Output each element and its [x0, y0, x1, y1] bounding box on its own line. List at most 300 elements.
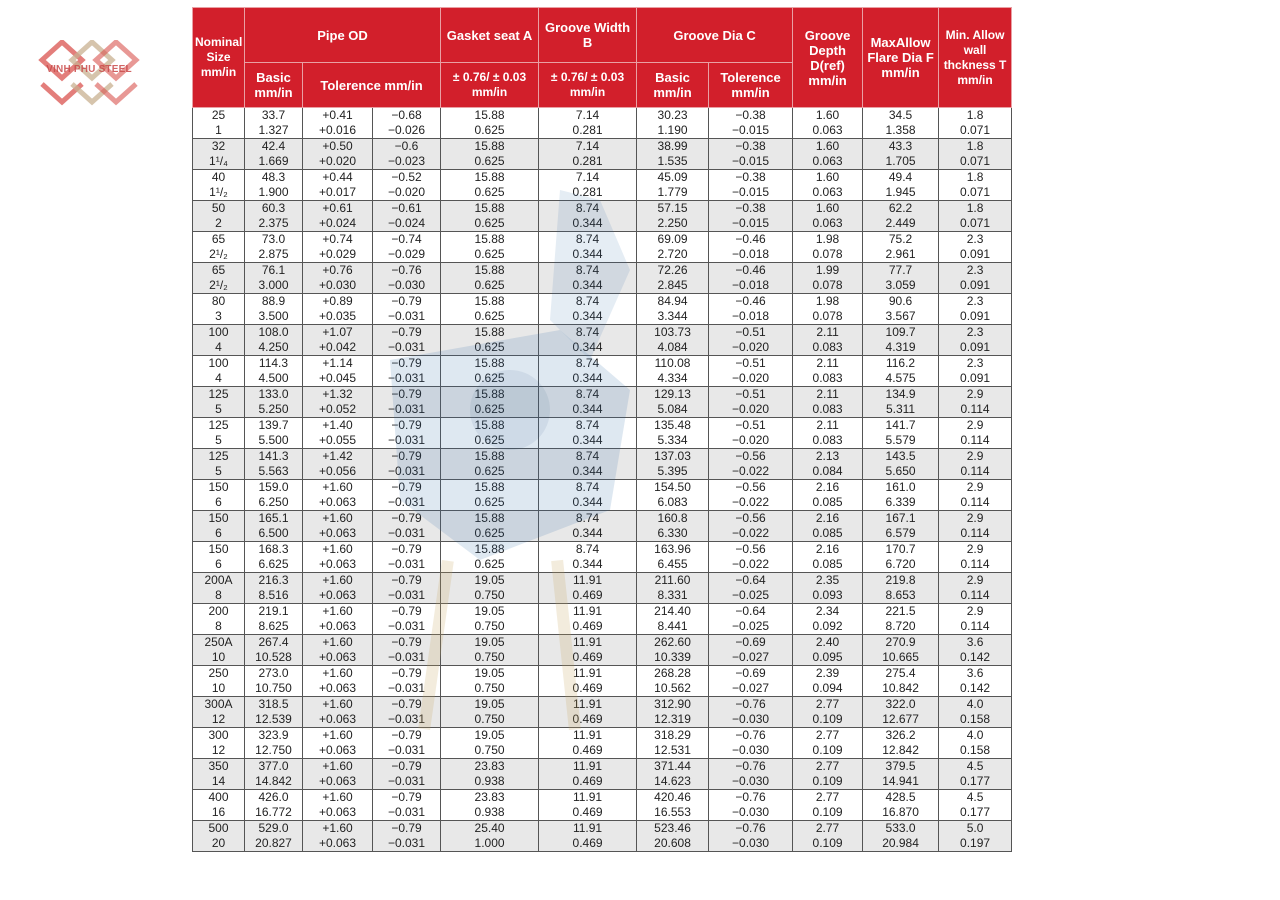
pipe-od-tol-plus-in: +0.017 [318, 185, 357, 199]
groove-depth-mm: 2.77 [815, 790, 840, 804]
groove-dia-tol-mm: −0.46 [735, 232, 766, 246]
max-flare-dia-in: 5.579 [885, 433, 916, 447]
pipe-od-tol-plus-mm: +1.60 [322, 728, 353, 742]
table-row [193, 449, 1012, 480]
pipe-od-basic-cell [245, 728, 303, 759]
groove-depth-mm: 2.34 [815, 604, 840, 618]
pipe-od-tol-plus-mm: +1.60 [322, 480, 353, 494]
groove-depth-mm: 1.60 [815, 201, 840, 215]
groove-dia-basic-mm: 214.40 [654, 604, 691, 618]
pipe-od-basic-cell [245, 697, 303, 728]
groove-width-in: 0.344 [572, 557, 603, 571]
groove-dia-basic-mm: 268.28 [654, 666, 691, 680]
groove-dia-basic-cell [637, 759, 709, 790]
groove-width-mm: 8.74 [575, 511, 600, 525]
groove-dia-basic-mm: 110.08 [654, 356, 691, 370]
nominal-size-cell [193, 108, 245, 139]
groove-depth-in: 0.078 [812, 309, 843, 323]
pipe-od-basic-in: 2.375 [258, 216, 289, 230]
nominal-size-cell [193, 449, 245, 480]
pipe-od-tol-minus-cell [373, 511, 441, 542]
nominal-size-mm: 65 [211, 263, 226, 277]
groove-width-mm: 8.74 [575, 325, 600, 339]
gasket-seat-in: 0.625 [474, 278, 505, 292]
groove-dia-basic-mm: 211.60 [654, 573, 691, 587]
pipe-od-tol-plus-in: +0.063 [318, 619, 357, 633]
gasket-seat-in: 1.000 [474, 836, 505, 850]
groove-depth-mm: 1.98 [815, 232, 840, 246]
groove-dia-tol-mm: −0.64 [735, 604, 766, 618]
max-flare-dia-in: 14.941 [882, 774, 919, 788]
pipe-od-tol-plus-in: +0.063 [318, 526, 357, 540]
groove-dia-tol-cell [709, 294, 793, 325]
pipe-od-tol-plus-mm: +1.60 [322, 666, 353, 680]
groove-depth-cell [793, 139, 863, 170]
groove-depth-mm: 2.13 [815, 449, 840, 463]
groove-depth-mm: 2.77 [815, 697, 840, 711]
min-wall-in: 0.114 [960, 433, 990, 447]
pipe-od-tol-plus-mm: +1.14 [322, 356, 353, 370]
nominal-size-cell [193, 790, 245, 821]
pipe-od-tol-plus-mm: +1.32 [322, 387, 353, 401]
pipe-od-basic-cell [245, 418, 303, 449]
pipe-od-basic-mm: 139.7 [258, 418, 289, 432]
gasket-seat-cell [441, 542, 539, 573]
groove-depth-in: 0.078 [812, 278, 843, 292]
groove-dia-tol-mm: −0.46 [735, 263, 766, 277]
pipe-od-basic-cell [245, 449, 303, 480]
groove-depth-in: 0.093 [812, 588, 843, 602]
max-flare-dia-mm: 275.4 [885, 666, 916, 680]
pipe-od-tol-plus-in: +0.063 [318, 557, 357, 571]
gasket-seat-in: 0.625 [474, 557, 505, 571]
pipe-od-tol-minus-mm: −0.6 [394, 139, 419, 153]
max-flare-dia-mm: 170.7 [885, 542, 916, 556]
groove-dia-basic-in: 5.334 [657, 433, 688, 447]
pipe-od-tol-plus-cell [303, 480, 373, 511]
groove-dia-basic-mm: 154.50 [654, 480, 691, 494]
pipe-od-tol-plus-mm: +0.44 [322, 170, 353, 184]
header-min-wall: Min. Allow wall thckness T mm/in [939, 8, 1012, 108]
groove-width-in: 0.344 [572, 526, 603, 540]
groove-dia-basic-in: 12.531 [654, 743, 691, 757]
groove-dia-basic-mm: 84.94 [657, 294, 688, 308]
groove-depth-mm: 2.77 [815, 821, 840, 835]
groove-dia-basic-in: 2.720 [657, 247, 688, 261]
pipe-od-basic-cell [245, 356, 303, 387]
min-wall-in: 0.091 [960, 278, 991, 292]
max-flare-dia-mm: 219.8 [885, 573, 916, 587]
pipe-od-tol-plus-cell [303, 449, 373, 480]
pipe-od-tol-plus-in: +0.063 [318, 712, 357, 726]
pipe-od-tol-plus-in: +0.042 [318, 340, 357, 354]
max-flare-dia-mm: 49.4 [888, 170, 913, 184]
max-flare-dia-in: 6.339 [885, 495, 916, 509]
gasket-seat-cell [441, 201, 539, 232]
pipe-od-tol-minus-mm: −0.79 [391, 728, 422, 742]
nominal-size-cell [193, 604, 245, 635]
nominal-size-in: 16 [211, 805, 226, 819]
pipe-od-tol-plus-cell [303, 232, 373, 263]
pipe-od-basic-mm: 165.1 [258, 511, 289, 525]
nominal-size-mm: 150 [208, 542, 229, 556]
min-wall-cell [939, 790, 1012, 821]
pipe-od-tol-minus-in: −0.031 [387, 774, 426, 788]
groove-depth-mm: 2.77 [815, 759, 840, 773]
pipe-od-basic-cell [245, 790, 303, 821]
nominal-size-mm: 150 [208, 511, 229, 525]
pipe-od-tol-minus-cell [373, 201, 441, 232]
nominal-size-mm: 200 [208, 604, 229, 618]
groove-depth-mm: 2.16 [815, 542, 840, 556]
groove-dia-basic-mm: 45.09 [657, 170, 688, 184]
groove-dia-tol-in: −0.030 [732, 836, 770, 850]
groove-dia-tol-in: −0.018 [732, 247, 770, 261]
pipe-od-tol-minus-mm: −0.76 [391, 263, 422, 277]
pipe-od-tol-minus-mm: −0.79 [391, 635, 422, 649]
max-flare-dia-in: 2.449 [885, 216, 916, 230]
header-row-1 [193, 8, 1012, 63]
groove-dia-tol-mm: −0.76 [735, 759, 766, 773]
header-pipe-basic: Basic mm/in [245, 63, 303, 108]
groove-dia-tol-in: −0.022 [732, 464, 770, 478]
nominal-size-in: 12 [211, 743, 226, 757]
max-flare-dia-mm: 379.5 [885, 759, 916, 773]
groove-width-cell [539, 325, 637, 356]
table-row [193, 232, 1012, 263]
groove-dia-tol-mm: −0.76 [735, 697, 766, 711]
gasket-seat-in: 0.625 [474, 185, 505, 199]
pipe-od-tol-minus-cell [373, 356, 441, 387]
min-wall-mm: 1.8 [966, 139, 984, 153]
groove-dia-tol-mm: −0.56 [735, 480, 766, 494]
min-wall-mm: 2.3 [966, 232, 984, 246]
min-wall-in: 0.114 [960, 402, 990, 416]
pipe-od-tol-plus-cell [303, 666, 373, 697]
max-flare-dia-in: 12.842 [882, 743, 919, 757]
pipe-od-tol-plus-mm: +0.41 [322, 108, 353, 122]
groove-width-cell [539, 263, 637, 294]
max-flare-dia-cell [863, 170, 939, 201]
nominal-size-cell [193, 201, 245, 232]
pipe-od-tol-minus-in: −0.031 [387, 712, 426, 726]
pipe-od-tol-minus-cell [373, 418, 441, 449]
pipe-od-tol-minus-mm: −0.74 [391, 232, 422, 246]
pipe-od-tol-plus-in: +0.063 [318, 805, 357, 819]
pipe-od-tol-plus-mm: +1.60 [322, 511, 353, 525]
pipe-od-tol-plus-mm: +1.42 [322, 449, 353, 463]
min-wall-cell [939, 759, 1012, 790]
pipe-od-tol-plus-in: +0.063 [318, 650, 357, 664]
pipe-od-basic-mm: 114.3 [258, 356, 289, 370]
groove-dia-tol-mm: −0.38 [735, 201, 766, 215]
groove-depth-mm: 2.11 [816, 356, 839, 370]
pipe-od-tol-minus-in: −0.026 [387, 123, 426, 137]
nominal-size-cell [193, 263, 245, 294]
pipe-od-basic-mm: 216.3 [258, 573, 289, 587]
pipe-od-basic-in: 3.000 [258, 278, 289, 292]
groove-width-mm: 8.74 [575, 201, 600, 215]
groove-dia-tol-in: −0.018 [732, 278, 770, 292]
groove-depth-in: 0.094 [812, 681, 843, 695]
min-wall-mm: 2.9 [966, 418, 984, 432]
pipe-od-tol-plus-in: +0.063 [318, 681, 357, 695]
pipe-od-basic-in: 3.500 [258, 309, 289, 323]
nominal-size-in: 5 [215, 464, 222, 478]
pipe-od-tol-plus-in: +0.063 [318, 836, 357, 850]
pipe-od-tol-plus-cell [303, 356, 373, 387]
groove-depth-cell [793, 821, 863, 852]
table-row [193, 480, 1012, 511]
groove-dia-tol-in: −0.015 [732, 216, 770, 230]
groove-depth-cell [793, 108, 863, 139]
pipe-od-basic-cell [245, 201, 303, 232]
pipe-od-tol-minus-cell [373, 635, 441, 666]
groove-dia-tol-in: −0.030 [732, 805, 770, 819]
pipe-od-tol-minus-in: −0.029 [387, 247, 426, 261]
gasket-seat-in: 0.750 [474, 712, 505, 726]
min-wall-cell [939, 542, 1012, 573]
groove-dia-tol-in: −0.020 [732, 371, 770, 385]
groove-depth-mm: 1.99 [815, 263, 840, 277]
max-flare-dia-mm: 270.9 [885, 635, 916, 649]
groove-depth-cell [793, 201, 863, 232]
table-row [193, 604, 1012, 635]
max-flare-dia-cell [863, 542, 939, 573]
pipe-od-tol-plus-cell [303, 387, 373, 418]
groove-depth-in: 0.085 [812, 495, 843, 509]
pipe-od-basic-in: 1.900 [258, 185, 289, 199]
gasket-seat-mm: 15.88 [474, 542, 505, 556]
nominal-size-mm: 100 [208, 356, 229, 370]
table-body [193, 108, 1012, 852]
gasket-seat-cell [441, 356, 539, 387]
gasket-seat-mm: 19.05 [474, 573, 505, 587]
header-groove-dia-basic: Basic mm/in [637, 63, 709, 108]
pipe-od-tol-minus-mm: −0.79 [391, 294, 422, 308]
max-flare-dia-in: 10.665 [882, 650, 919, 664]
groove-depth-in: 0.109 [812, 836, 843, 850]
nominal-size-in: 14 [211, 774, 226, 788]
groove-width-cell [539, 418, 637, 449]
groove-dia-basic-cell [637, 728, 709, 759]
groove-depth-cell [793, 666, 863, 697]
min-wall-mm: 2.9 [966, 604, 984, 618]
pipe-od-basic-mm: 426.0 [258, 790, 289, 804]
gasket-seat-in: 0.625 [474, 216, 505, 230]
groove-width-mm: 7.14 [575, 139, 600, 153]
min-wall-in: 0.142 [960, 650, 991, 664]
company-logo [34, 40, 144, 106]
groove-dia-basic-in: 4.334 [657, 371, 688, 385]
groove-dia-basic-mm: 318.29 [654, 728, 691, 742]
groove-dia-tol-cell [709, 232, 793, 263]
pipe-od-basic-mm: 273.0 [258, 666, 289, 680]
nominal-size-cell [193, 728, 245, 759]
groove-dia-basic-in: 5.084 [657, 402, 688, 416]
min-wall-mm: 1.8 [966, 108, 984, 122]
groove-depth-cell [793, 697, 863, 728]
groove-dia-tol-in: −0.030 [732, 743, 770, 757]
groove-dia-tol-in: −0.022 [732, 557, 770, 571]
max-flare-dia-mm: 43.3 [888, 139, 913, 153]
min-wall-cell [939, 263, 1012, 294]
groove-width-in: 0.344 [572, 247, 603, 261]
groove-dia-tol-mm: −0.56 [735, 511, 766, 525]
min-wall-in: 0.071 [960, 154, 991, 168]
groove-dia-basic-cell [637, 294, 709, 325]
gasket-seat-mm: 15.88 [474, 325, 505, 339]
groove-depth-mm: 1.98 [815, 294, 840, 308]
pipe-od-tol-minus-cell [373, 790, 441, 821]
gasket-seat-mm: 19.05 [474, 604, 505, 618]
groove-width-cell [539, 232, 637, 263]
pipe-od-tol-minus-in: −0.031 [387, 681, 426, 695]
groove-dia-tol-mm: −0.69 [735, 666, 766, 680]
pipe-od-basic-in: 6.500 [258, 526, 289, 540]
groove-width-in: 0.344 [572, 340, 603, 354]
groove-dia-tol-cell [709, 604, 793, 635]
gasket-seat-cell [441, 790, 539, 821]
max-flare-dia-in: 3.059 [885, 278, 916, 292]
pipe-od-tol-minus-mm: −0.79 [391, 511, 422, 525]
nominal-size-in: 12 [211, 712, 226, 726]
groove-depth-cell [793, 387, 863, 418]
groove-dia-tol-mm: −0.56 [735, 542, 766, 556]
groove-dia-tol-in: −0.015 [732, 185, 770, 199]
max-flare-dia-cell [863, 697, 939, 728]
gasket-seat-cell [441, 449, 539, 480]
gasket-seat-cell [441, 604, 539, 635]
pipe-od-tol-plus-in: +0.056 [318, 464, 357, 478]
min-wall-mm: 4.5 [966, 759, 984, 773]
pipe-od-tol-minus-cell [373, 387, 441, 418]
max-flare-dia-cell [863, 635, 939, 666]
pipe-od-tol-plus-mm: +0.74 [322, 232, 353, 246]
nominal-size-in: 5 [215, 433, 222, 447]
gasket-seat-cell [441, 325, 539, 356]
min-wall-cell [939, 232, 1012, 263]
min-wall-cell [939, 666, 1012, 697]
groove-dia-tol-mm: −0.51 [735, 387, 766, 401]
pipe-od-basic-cell [245, 480, 303, 511]
gasket-seat-in: 0.625 [474, 371, 505, 385]
pipe-od-tol-plus-in: +0.020 [318, 154, 357, 168]
groove-width-in: 0.469 [572, 774, 603, 788]
groove-dia-tol-mm: −0.51 [735, 418, 766, 432]
table-row [193, 418, 1012, 449]
pipe-od-tol-plus-mm: +1.07 [322, 325, 353, 339]
nominal-size-mm: 200A [204, 573, 233, 587]
groove-spec-table [192, 7, 1012, 852]
groove-width-cell [539, 201, 637, 232]
groove-width-cell [539, 170, 637, 201]
gasket-seat-mm: 23.83 [474, 790, 505, 804]
max-flare-dia-in: 6.579 [885, 526, 916, 540]
groove-dia-basic-mm: 69.09 [657, 232, 688, 246]
min-wall-in: 0.177 [960, 774, 991, 788]
pipe-od-tol-minus-in: −0.030 [387, 278, 426, 292]
pipe-od-tol-minus-in: −0.031 [387, 650, 426, 664]
pipe-od-tol-minus-cell [373, 604, 441, 635]
pipe-od-tol-minus-cell [373, 139, 441, 170]
max-flare-dia-in: 5.311 [885, 402, 916, 416]
gasket-seat-mm: 15.88 [474, 356, 505, 370]
groove-depth-mm: 2.40 [815, 635, 840, 649]
pipe-od-tol-plus-in: +0.029 [318, 247, 357, 261]
nominal-size-cell [193, 635, 245, 666]
nominal-size-mm: 400 [208, 790, 229, 804]
pipe-od-tol-plus-in: +0.030 [318, 278, 357, 292]
min-wall-mm: 2.3 [966, 325, 984, 339]
nominal-size-in: 8 [215, 588, 222, 602]
pipe-od-tol-minus-cell [373, 697, 441, 728]
groove-dia-tol-in: −0.027 [732, 681, 770, 695]
groove-dia-tol-mm: −0.56 [735, 449, 766, 463]
groove-width-in: 0.469 [572, 743, 603, 757]
gasket-seat-in: 0.625 [474, 340, 505, 354]
pipe-od-tol-plus-cell [303, 263, 373, 294]
groove-dia-basic-cell [637, 666, 709, 697]
gasket-seat-mm: 23.83 [474, 759, 505, 773]
pipe-od-basic-mm: 377.0 [258, 759, 289, 773]
groove-depth-in: 0.109 [812, 712, 843, 726]
gasket-seat-in: 0.625 [474, 309, 505, 323]
min-wall-in: 0.177 [960, 805, 991, 819]
groove-depth-cell [793, 511, 863, 542]
groove-width-in: 0.281 [572, 123, 603, 137]
pipe-od-tol-minus-cell [373, 821, 441, 852]
groove-depth-cell [793, 542, 863, 573]
pipe-od-basic-cell [245, 821, 303, 852]
groove-width-mm: 11.91 [572, 666, 603, 680]
min-wall-mm: 2.3 [966, 263, 984, 277]
min-wall-cell [939, 139, 1012, 170]
pipe-od-tol-plus-cell [303, 821, 373, 852]
groove-depth-in: 0.083 [812, 371, 843, 385]
max-flare-dia-mm: 90.6 [888, 294, 913, 308]
nominal-size-in: 10 [211, 681, 226, 695]
max-flare-dia-mm: 134.9 [885, 387, 916, 401]
groove-depth-in: 0.063 [812, 154, 843, 168]
groove-dia-basic-in: 1.190 [657, 123, 688, 137]
groove-width-mm: 11.91 [572, 759, 603, 773]
groove-dia-basic-mm: 135.48 [654, 418, 691, 432]
nominal-size-in: 6 [215, 495, 222, 509]
gasket-seat-mm: 15.88 [474, 139, 505, 153]
gasket-seat-mm: 15.88 [474, 480, 505, 494]
pipe-od-basic-mm: 529.0 [258, 821, 289, 835]
gasket-seat-mm: 15.88 [474, 418, 505, 432]
groove-width-cell [539, 573, 637, 604]
groove-dia-basic-mm: 129.13 [654, 387, 691, 401]
pipe-od-tol-minus-mm: −0.79 [391, 356, 422, 370]
groove-width-mm: 8.74 [575, 232, 600, 246]
gasket-seat-in: 0.750 [474, 619, 505, 633]
pipe-od-tol-minus-mm: −0.79 [391, 387, 422, 401]
groove-dia-tol-mm: −0.76 [735, 821, 766, 835]
groove-dia-basic-cell [637, 418, 709, 449]
pipe-od-tol-plus-cell [303, 573, 373, 604]
table-row [193, 263, 1012, 294]
pipe-od-tol-plus-cell [303, 604, 373, 635]
pipe-od-tol-minus-in: −0.031 [387, 495, 426, 509]
pipe-od-tol-minus-mm: −0.79 [391, 573, 422, 587]
nominal-size-cell [193, 759, 245, 790]
groove-dia-basic-in: 6.455 [657, 557, 688, 571]
pipe-od-tol-plus-in: +0.063 [318, 588, 357, 602]
groove-dia-tol-cell [709, 790, 793, 821]
